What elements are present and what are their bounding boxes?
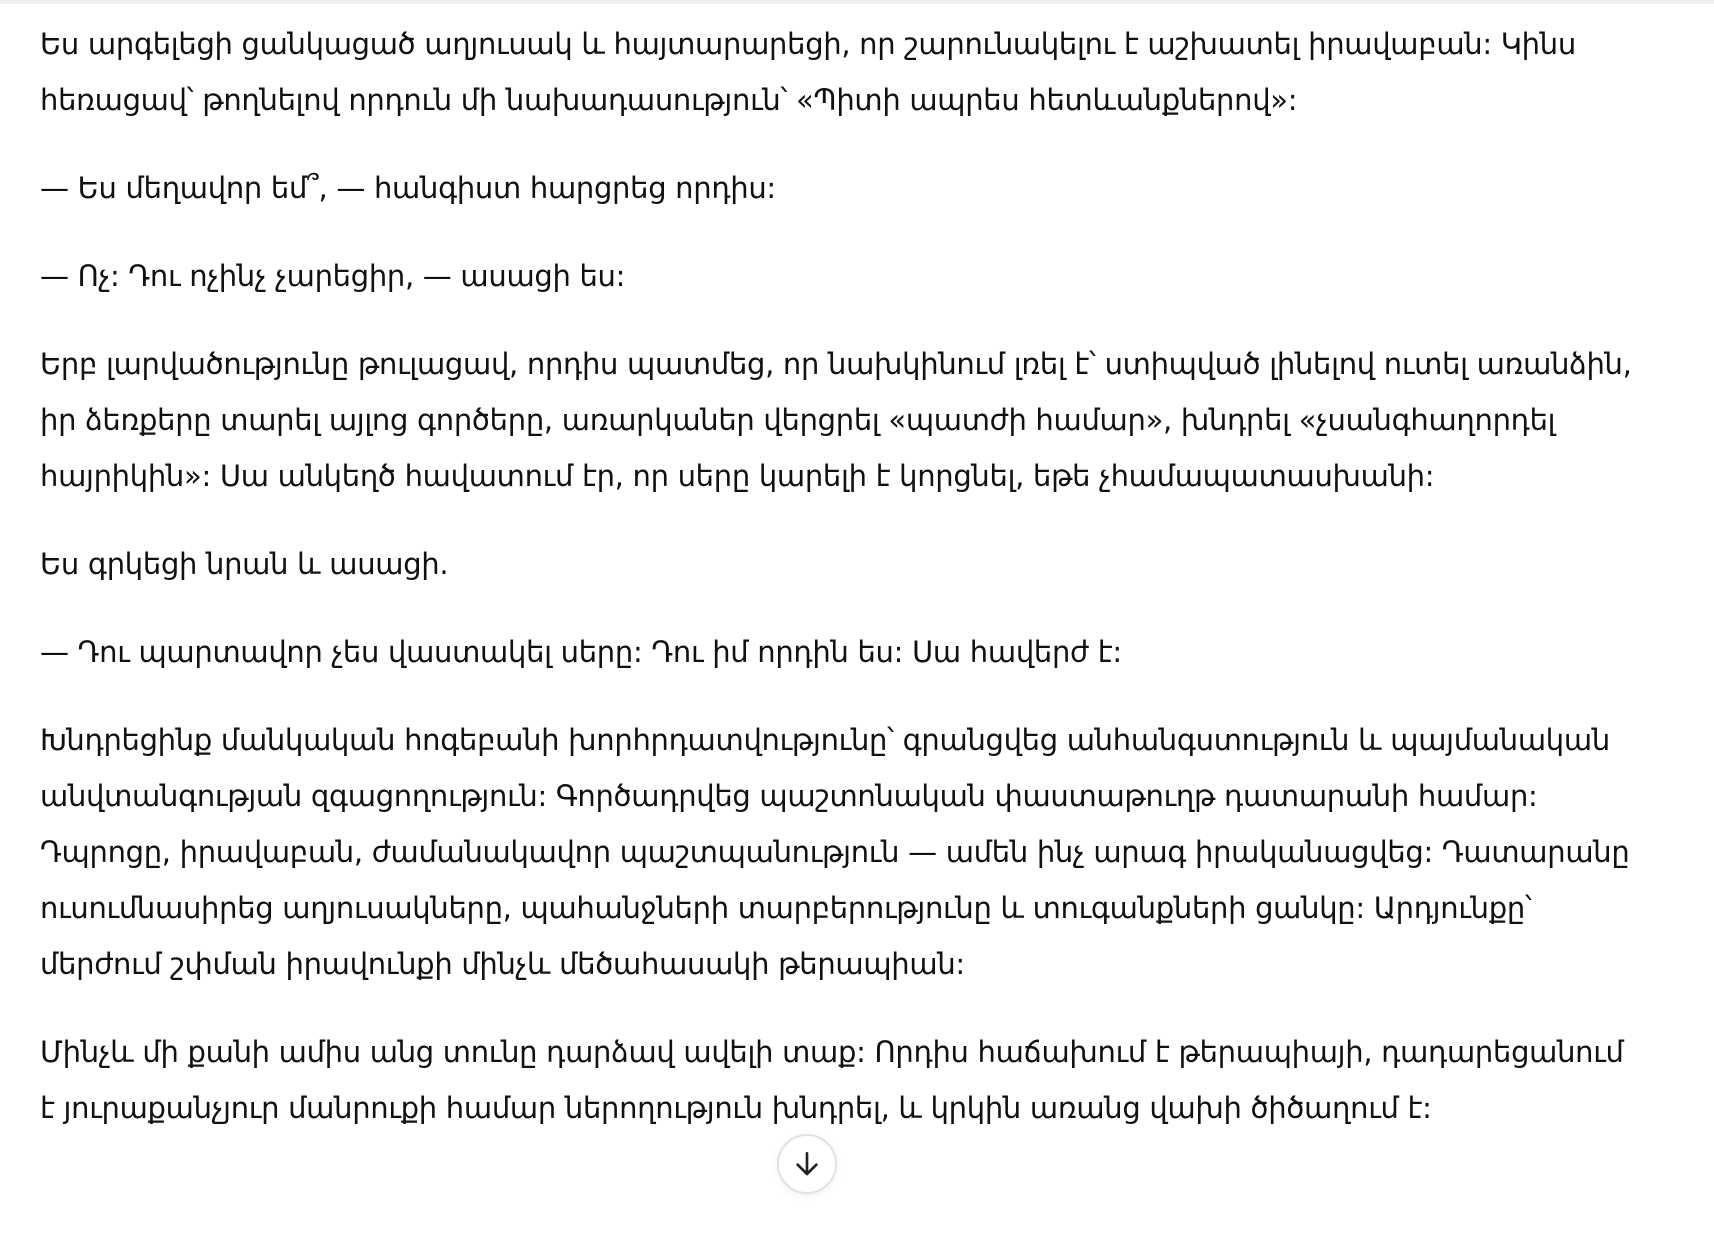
paragraph-4: Երբ լարվածությունը թուլացավ, որդիս պատմեց, որ նախկինում լռել է՝ ստիպված լինելով ուտել առանձին, իր ձեռքերը տարել այլոց գործերը, առարկաներ վերցրել «պատժի համար», խնդրել «չսանգհաղորդել հայրիկին»: Սա անկեղծ հավատում էր, որ սերը կարելի է կորցնել, եթե չհամապատասխանի: [40, 347, 1632, 493]
paragraph-1: Ես արգելեցի ցանկացած աղյուսակ և հայտարարեցի, որ շարունակելու է աշխատել իրավաբան: Կինս հեռացավ՝ թողնելով որդուն մի նախադասություն՝ «Պիտի ապրես հետևանքներով»: [40, 27, 1576, 117]
paragraph-6: — Դու պարտավոր չես վաստակել սերը: Դու իմ որդին ես: Սա հավերժ է: [40, 635, 1122, 669]
article-body [40, 16, 1640, 1168]
paragraph-5: Ես գրկեցի նրան և ասացի. [40, 547, 449, 581]
paragraph-8: Մինչև մի քանի ամիս անց տունը դարձավ ավելի տաք: Որդիս հաճախում է թերապիայի, դադարեցանում է յուրաքանչյուր մանրուքի համար ներողություն խնդրել, և կրկին առանց վախի ծիծաղում է: [40, 1035, 1624, 1125]
scroll-to-bottom-button[interactable] [777, 1134, 837, 1194]
paragraph-7: Խնդրեցինք մանկական հոգեբանի խորհրդատվությունը՝ գրանցվեց անհանգստություն և պայմանական անվտանգության զգացողություն: Գործադրվեց պաշտոնական փաստաթուղթ դատարանի համար: Դպրոցը, իրավաբան, ժամանակավոր պաշտպանություն — ամեն ինչ արագ իրականացվեց: Դատարանը ուսումնասիրեց աղյուսակները, պահանջների տարբերությունը և տուգանքների ցանկը: Արդյունքը՝ մերժում շփման իրավունքի մինչև մեծահասակի թերապիան: [40, 723, 1630, 981]
paragraph-2: — Ես մեղավոր եմ՞, — հանգիստ հարցրեց որդիս: [40, 171, 776, 205]
arrow-down-icon [791, 1148, 823, 1180]
paragraph-3: — Ոչ: Դու ոչինչ չարեցիր, — ասացի ես: [40, 259, 626, 293]
top-divider [0, 0, 1714, 4]
